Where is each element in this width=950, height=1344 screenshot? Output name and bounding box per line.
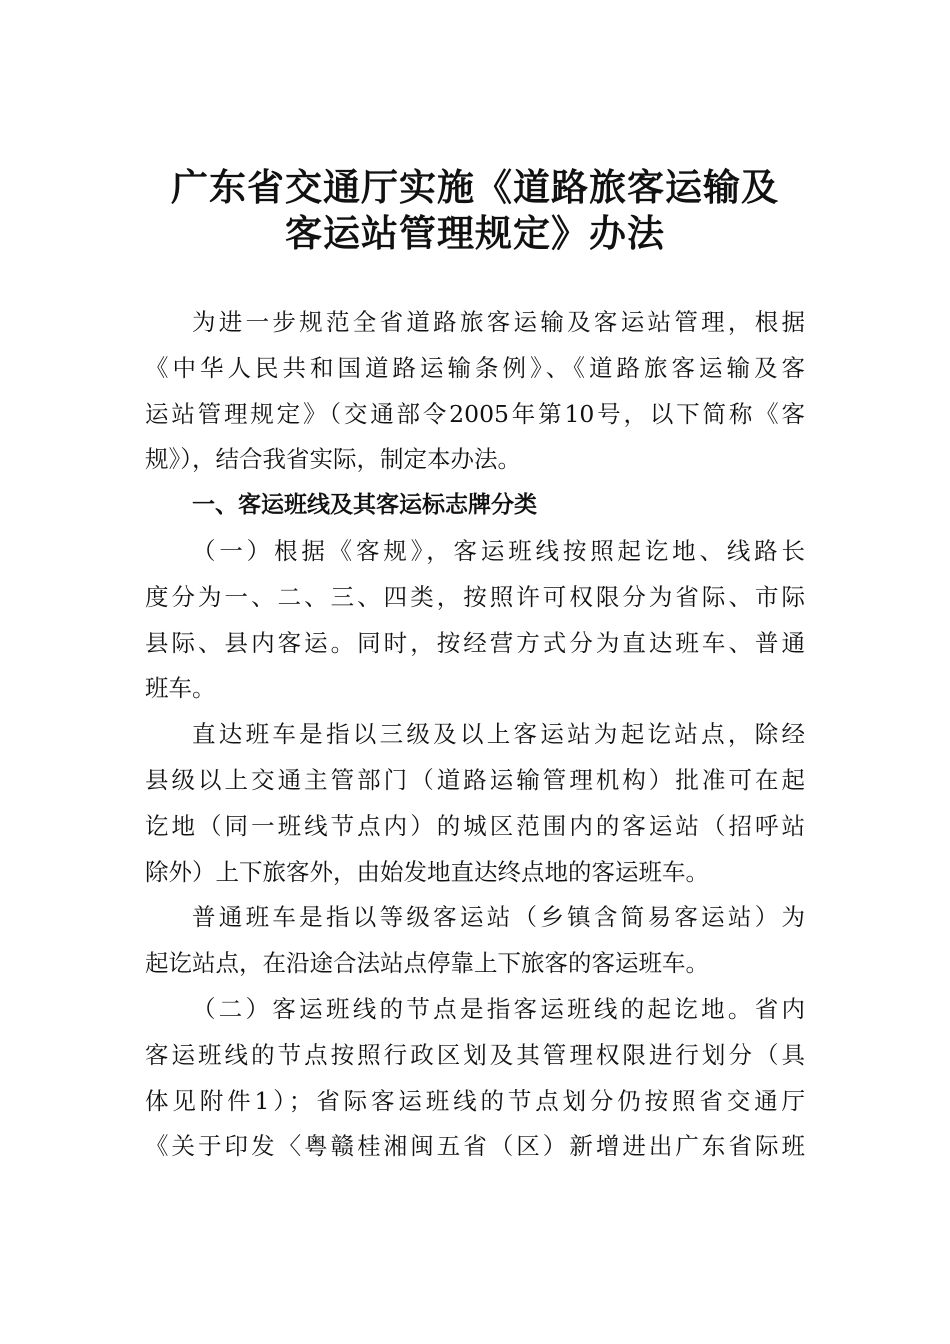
document-body <box>145 300 805 1170</box>
paragraph-line: 规》），结合我省实际，制定本办法。 <box>145 445 521 474</box>
paragraph-line: 体见附件1）；省际客运班线的节点划分仍按照省交通厅 <box>145 1086 805 1115</box>
document-title-line-1: 广东省交通厅实施《道路旅客运输及 <box>171 165 779 209</box>
paragraph-line: 起讫站点，在沿途合法站点停靠上下旅客的客运班车。 <box>145 949 709 978</box>
paragraph-line: 讫地（同一班线节点内）的城区范围内的客运站（招呼站 <box>145 811 805 840</box>
paragraph-line: 度分为一、二、三、四类，按照许可权限分为省际、市际 <box>145 582 805 611</box>
paragraph-line: 普通班车是指以等级客运站（乡镇含简易客运站）为 <box>192 903 805 932</box>
section-heading: 一、客运班线及其客运标志牌分类 <box>192 492 537 519</box>
paragraph-line: （二）客运班线的节点是指客运班线的起讫地。省内 <box>192 994 805 1023</box>
document-title-line-2: 客运站管理规定》办法 <box>285 211 665 255</box>
paragraph-line: 班车。 <box>145 674 216 703</box>
paragraph-line: 《关于印发〈粤赣桂湘闽五省（区）新增进出广东省际班 <box>145 1132 805 1161</box>
paragraph-line: 除外）上下旅客外，由始发地直达终点地的客运班车。 <box>145 857 709 886</box>
paragraph-line: 直达班车是指以三级及以上客运站为起讫站点，除经 <box>192 720 805 749</box>
paragraph-line: 县际、县内客运。同时，按经营方式分为直达班车、普通 <box>145 628 805 657</box>
paragraph-line: 运站管理规定》（交通部令2005年第10号，以下简称《客 <box>145 399 805 428</box>
paragraph-line: 客运班线的节点按照行政区划及其管理权限进行划分（具 <box>145 1040 805 1069</box>
paragraph-line: 《中华人民共和国道路运输条例》、《道路旅客运输及客 <box>145 353 805 382</box>
paragraph-line: （一）根据《客规》，客运班线按照起讫地、线路长 <box>192 536 805 565</box>
paragraph-line: 县级以上交通主管部门（道路运输管理机构）批准可在起 <box>145 765 805 794</box>
paragraph-line: 为进一步规范全省道路旅客运输及客运站管理，根据 <box>192 308 805 336</box>
